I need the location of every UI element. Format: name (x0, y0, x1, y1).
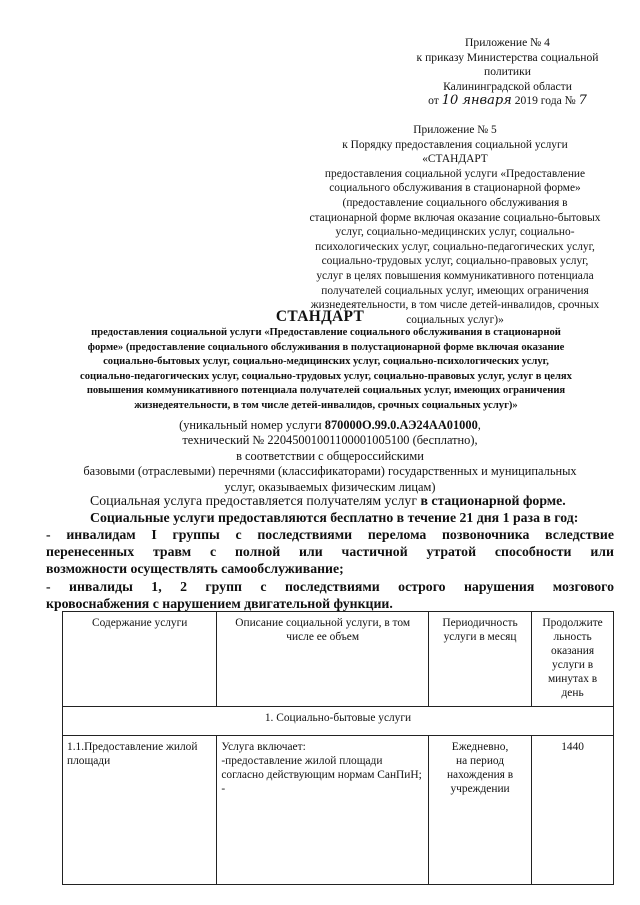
header-periodicity: Периодичность услуги в месяц (428, 612, 531, 707)
standard-desc-line: предоставления социальной услуги «Предоставление социального обслуживания в стационарной (91, 327, 561, 338)
header-duration-line: минутах в (547, 673, 598, 685)
appendix5-line: социальных услуг)» (406, 313, 504, 326)
unique-line2: технический № 22045001001100001005100 (бесплатно), (182, 433, 478, 448)
row-periodicity (428, 736, 531, 885)
appendix5-line: получателей социальных услуг, имеющих ограничения (321, 284, 589, 297)
row-content: 1.1.Предоставление жилой площади (63, 736, 217, 885)
standard-desc-line: форме» (предоставление социального обслуживания в полустационарной форме включая оказание (87, 341, 565, 353)
paragraph-group1-line1: - инвалидам I группы с последствиями перелома позвоночника вследствие (46, 527, 614, 542)
appendix4-line4: Калининградской области (443, 79, 572, 93)
appendix5-line: социально-трудовых услуг, социально-правовых услуг, (321, 255, 589, 268)
appendix5-line: стационарной форме включая оказание социально-бытовых (309, 211, 601, 224)
appendix5-line: психологических услуг, социально-педагогических услуг, (315, 240, 595, 253)
header-content: Содержание услуги (63, 612, 217, 707)
unique-number-block (40, 418, 620, 495)
standard-title: СТАНДАРТ (275, 308, 365, 325)
standard-desc-line: социально-бытовых услуг, социально-медицинских услуг, социально-психологических услуг, (103, 356, 549, 368)
row-period-line: учреждении (450, 783, 510, 795)
date-handwritten: 10 января (441, 93, 512, 108)
table-header-row (63, 612, 614, 707)
unique-code: 870000О.99.0.АЭ24АА01000 (324, 418, 478, 432)
appendix4-line3: политики (484, 65, 531, 78)
unique-line5: услуг, оказываемых физическим лицам) (224, 479, 436, 494)
appendix4-block (405, 36, 610, 109)
paragraph-form-text: Социальная услуга предоставляется получателям услуг (90, 493, 421, 508)
appendix5-line: социального обслуживания в стационарной форме» (329, 182, 581, 195)
appendix5-line: Приложение № 5 (413, 124, 497, 136)
standard-desc-line: социально-педагогических услуг, социально-трудовых услуг, социально-правовых услуг, услуг в целях (80, 370, 572, 382)
standard-desc-line: повышения коммуникативного потенциала получателей социальных услуг, имеющих ограничения (86, 385, 566, 397)
appendix5-line: услуг в целях повышения коммуникативного потенциала (316, 269, 594, 282)
services-table (62, 611, 614, 885)
table-section-row (63, 707, 614, 736)
unique-line1 (40, 418, 620, 433)
appendix4-date-line (405, 94, 610, 109)
date-prefix: от (428, 94, 439, 107)
paragraph-form-bold: в стационарной форме. (420, 493, 566, 508)
row-desc-line: Услуга включает: (221, 741, 306, 753)
row-desc-line: - (221, 783, 226, 795)
standard-description (30, 326, 622, 414)
paragraph-group1-line2: перенесенных травм с полной или частичной утратой способности или (46, 544, 614, 559)
header-duration-line: льность (553, 631, 592, 643)
appendix5-block (292, 123, 618, 327)
header-duration-line: оказания (551, 645, 595, 657)
number-handwritten: 7 (578, 93, 587, 108)
header-duration-line: день (561, 687, 584, 699)
row-desc-line: согласно действующим нормам СанПиН; (221, 769, 422, 781)
row-period-line: на период (455, 755, 505, 767)
services-table-grid (62, 611, 614, 885)
header-description: Описание социальной услуги, в том числе ее объем (217, 612, 429, 707)
appendix5-line: к Порядку предоставления социальной услуги (342, 138, 568, 151)
unique-suffix: , (477, 418, 481, 432)
appendix4-line1: Приложение № 4 (465, 36, 550, 49)
paragraph-free-services: Социальные услуги предоставляются бесплатно в течение 21 дня 1 раза в год: (90, 510, 579, 525)
row-duration: 1440 (532, 736, 614, 885)
header-duration-line: услуги в (552, 659, 594, 671)
table-row (63, 736, 614, 885)
standard-desc-line: жизнедеятельности, в том числе детей-инвалидов, срочных социальных услуг)» (134, 399, 518, 411)
appendix4-line2: к приказу Министерства социальной (416, 50, 599, 64)
row-desc-line: -предоставление жилой площади (221, 755, 383, 767)
unique-line3: в соответствии с общероссийскими (236, 448, 424, 463)
row-period-line: нахождения в (446, 769, 514, 781)
appendix5-line: услуг, социально-медицинских услуг, социально- (335, 226, 575, 239)
header-duration (532, 612, 614, 707)
appendix5-line: жизнедеятельности, в том числе детей-инвалидов, срочных (310, 299, 600, 312)
paragraph-form (90, 492, 630, 509)
paragraph-group2-line1: - инвалиды 1, 2 групп с последствиями острого нарушения мозгового (46, 579, 614, 594)
section-title: 1. Социально-бытовые услуги (63, 707, 614, 736)
header-duration-line: Продолжите (542, 617, 603, 629)
paragraph-group1-line3: возможности осуществлять самообслуживание; (46, 561, 344, 576)
unique-line4: базовыми (отраслевыми) перечнями (классификаторами) государственных и муниципальных (83, 464, 577, 479)
date-suffix: 2019 года № (514, 94, 576, 107)
appendix5-line: «СТАНДАРТ (422, 153, 488, 166)
unique-prefix: (уникальный номер услуги (179, 418, 325, 432)
appendix5-line: (предоставление социального обслуживания в (342, 196, 568, 209)
row-description (217, 736, 429, 885)
appendix5-line: предоставления социальной услуги «Предоставление (324, 167, 586, 180)
paragraph-group2-line2: кровоснабжения с нарушением двигательной функции. (46, 596, 393, 611)
row-period-line: Ежедневно, (451, 741, 509, 753)
